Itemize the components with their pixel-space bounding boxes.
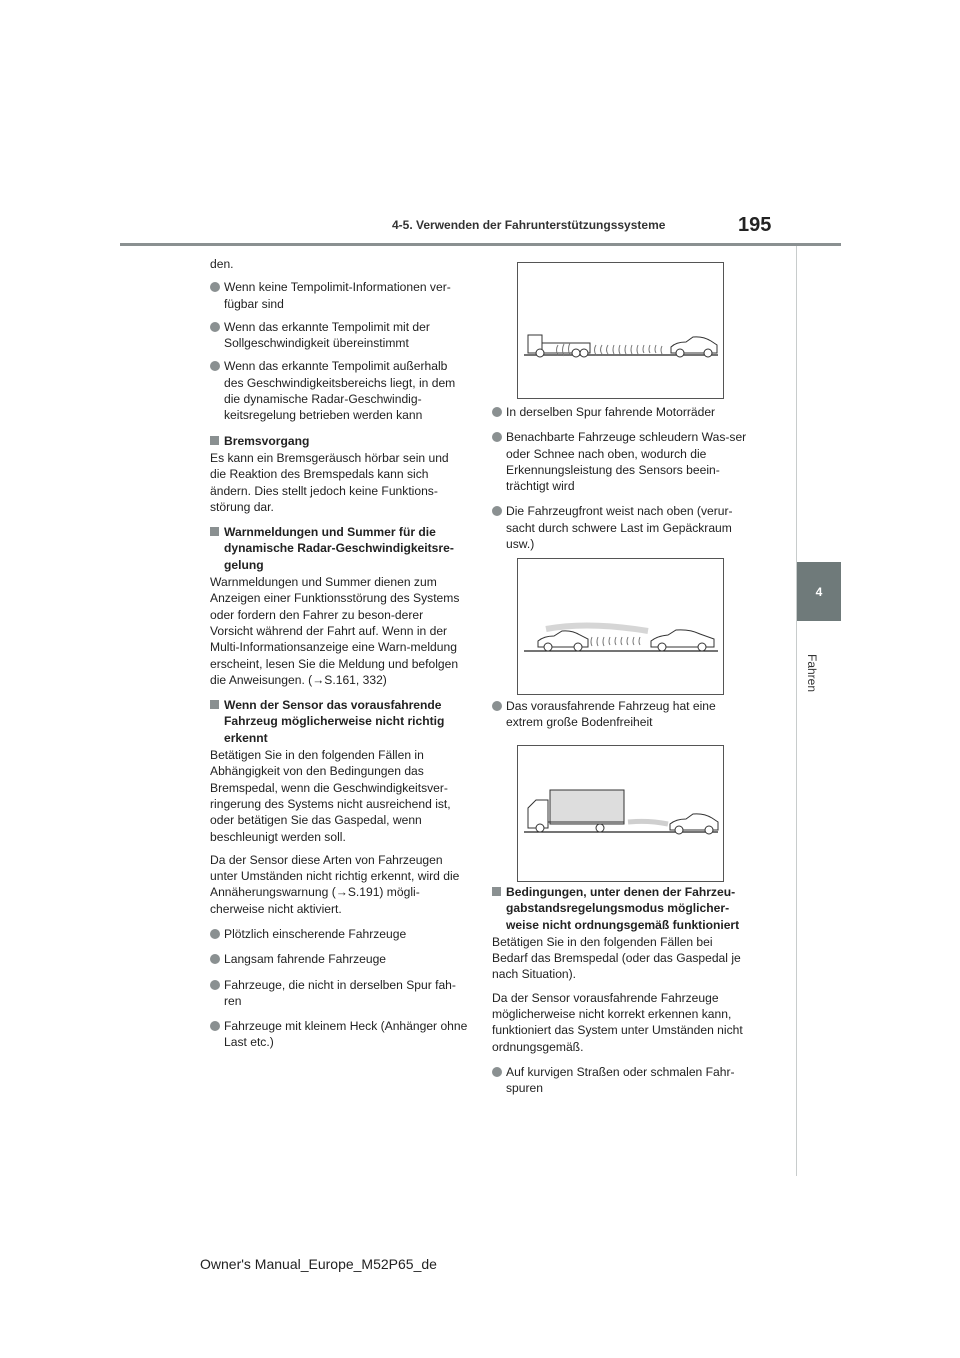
list-item: In derselben Spur fahrende Motorräder: [492, 404, 750, 420]
page-number: 195: [738, 214, 772, 236]
square-icon: [210, 527, 219, 536]
truck-car-illustration: [518, 746, 723, 881]
bullet-icon: [492, 432, 502, 442]
list-item: Fahrzeuge, die nicht in derselben Spur fah-ren: [210, 977, 468, 1010]
square-icon: [210, 436, 219, 445]
list-item: Auf kurvigen Straßen oder schmalen Fahr-spuren: [492, 1064, 750, 1097]
chapter-name: Fahren: [805, 654, 819, 693]
text-brake: Es kann ein Bremsgeräusch hörbar sein und die Reaktion des Bremspedals kann sich ändern. Dies stellt jedoch keine Funktions-störung dar.: [210, 450, 449, 514]
bullet-icon: [210, 361, 220, 371]
bullet-icon: [210, 929, 220, 939]
list-item: Benachbarte Fahrzeuge schleudern Was-ser oder Schnee nach oben, wodurch die Erkennungsleistung des Sensors beein-trächtigt wird: [492, 429, 750, 494]
list-item: Die Fahrzeugfront weist nach oben (verur-sacht durch schwere Last im Gepäckraum usw.): [492, 503, 750, 552]
bullet-icon: [492, 701, 502, 711]
text-warn: Warnmeldungen und Summer dienen zum Anzeigen einer Funktionsstörung des Systems oder fordern den Fahrer zu beson-derer Vorsicht während der Fahrt auf. Wenn in der Multi-Informationsanzeige eine Warn-meldung erscheint, lesen Sie die Meldung und befolgen die Anweisungen. (→S.161, 332): [210, 575, 460, 687]
heading-brake: Bremsvorgang: [210, 433, 468, 449]
bullet-icon: [210, 954, 220, 964]
footer-manual-name: Owner's Manual_Europe_M52P65_de: [200, 1256, 437, 1272]
square-icon: [492, 887, 501, 896]
list-item: Das vorausfahrende Fahrzeug hat eine extrem große Bodenfreiheit: [492, 698, 750, 731]
right-column-middle: [492, 698, 750, 738]
heading-warn: Warnmeldungen und Summer für die dynamische Radar-Geschwindigkeitsre-gelung: [210, 524, 468, 573]
heading-sensor: Wenn der Sensor das vorausfahrende Fahrzeug möglicherweise nicht richtig erkennt: [210, 697, 468, 746]
text-conditions-2: Da der Sensor vorausfahrende Fahrzeuge möglicherweise nicht korrekt erkennen kann, funktioniert das System unter Umständen nicht ordnungsgemäß.: [492, 990, 743, 1054]
spray-cars-illustration: [518, 559, 723, 694]
chapter-tab[interactable]: [797, 562, 841, 621]
section-title: 4-5. Verwenden der Fahrunterstützungssysteme: [392, 218, 666, 232]
square-icon: [210, 700, 219, 709]
list-item: Plötzlich einscherende Fahrzeuge: [210, 926, 468, 942]
right-column-bottom: [492, 884, 750, 1104]
text-sensor-1: Betätigen Sie in den folgenden Fällen in Abhängigkeit von den Bedingungen das Bremspedal, wenn die Geschwindigkeitsver-ringerung des Systems nicht ausreichend ist, oder betätigen Sie das Gaspedal, wenn beschleunigt werden soll.: [210, 748, 451, 844]
bullet-icon: [492, 506, 502, 516]
chapter-number: 4: [815, 584, 823, 599]
side-rule: [796, 246, 797, 1176]
bullet-icon: [492, 1067, 502, 1077]
list-item: Wenn keine Tempolimit-Informationen ver-fügbar sind: [210, 279, 468, 312]
illustration-truck-clearance: [517, 745, 724, 882]
text-sensor-2: Da der Sensor diese Arten von Fahrzeugen unter Umständen nicht richtig erkennt, wird die Annäherungswarnung (→S.191) mögli-cherweise nicht aktiviert.: [210, 852, 460, 916]
text-conditions-1: Betätigen Sie in den folgenden Fällen bei Bedarf das Bremspedal (oder das Gaspedal je nach Situation).: [492, 934, 741, 982]
bullet-icon: [492, 407, 502, 417]
bullet-icon: [210, 322, 220, 332]
list-item: Langsam fahrende Fahrzeuge: [210, 951, 468, 967]
car-radar-illustration: [518, 263, 723, 398]
header-rule: [120, 243, 841, 246]
heading-conditions: Bedingungen, unter denen der Fahrzeu-gabstandsregelungsmodus möglicher-weise nicht ordnungsgemäß funktioniert: [492, 884, 750, 933]
list-item: Fahrzeuge mit kleinem Heck (Anhänger ohne Last etc.): [210, 1018, 468, 1051]
right-column-top: [492, 404, 750, 559]
bullet-icon: [210, 1021, 220, 1031]
bullet-icon: [210, 980, 220, 990]
illustration-motorcycle-radar: [517, 262, 724, 399]
list-item: Wenn das erkannte Tempolimit mit der Sollgeschwindigkeit übereinstimmt: [210, 319, 468, 352]
illustration-spray: [517, 558, 724, 695]
list-item: Wenn das erkannte Tempolimit außerhalb des Geschwindigkeitsbereichs liegt, in dem die dynamische Radar-Geschwindig-keitsregelung betrieben werden kann: [210, 358, 468, 423]
left-column: [210, 256, 468, 1058]
bullet-icon: [210, 282, 220, 292]
continuation-text: den.: [210, 257, 234, 271]
